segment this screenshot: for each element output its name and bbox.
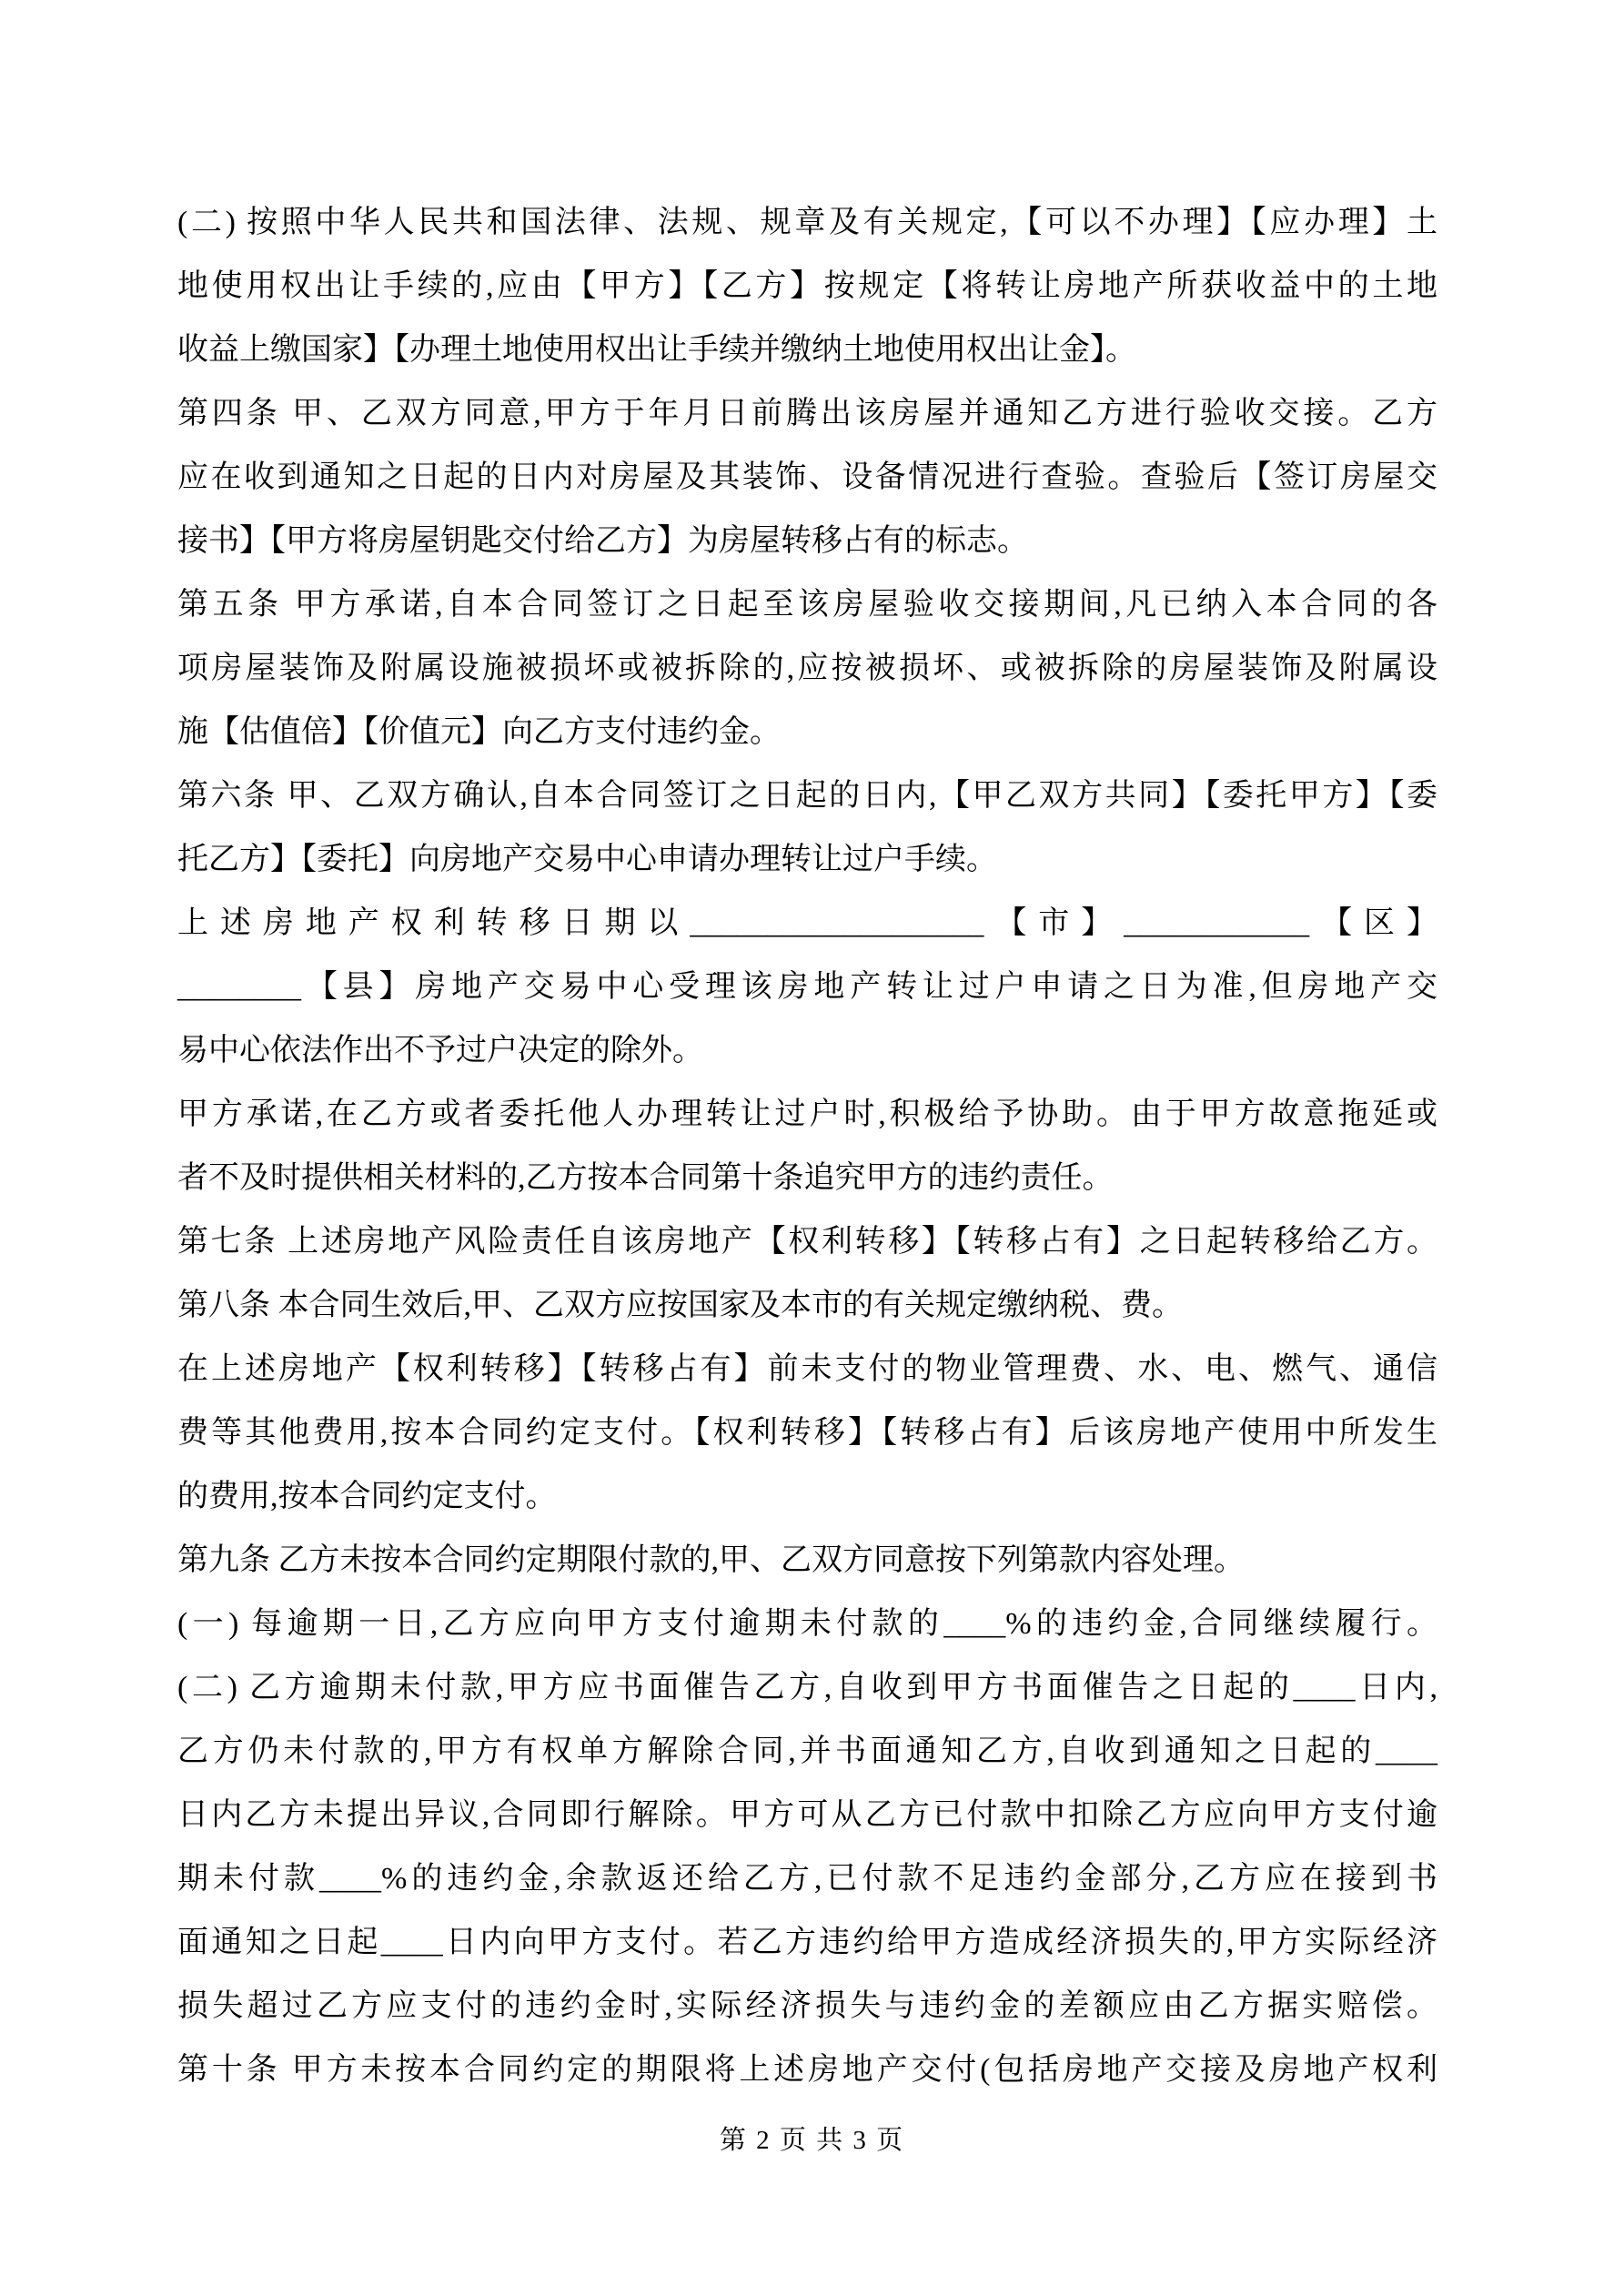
- text-line: 第五条 甲方承诺,自本合同签订之日起至该房屋验收交接期间,凡已纳入本合同的各: [177, 588, 1437, 622]
- text-line: 易中心依法作出不予过户决定的除外。: [177, 1034, 703, 1067]
- text-line: 的费用,按本合同约定支付。: [177, 1480, 557, 1513]
- text-line: 应在收到通知之日起的日内对房屋及其装饰、设备情况进行查验。查验后【签订房屋交: [177, 460, 1437, 494]
- text-line: 项房屋装饰及附属设施被损坏或被拆除的,应按被损坏、或被拆除的房屋装饰及附属设: [177, 652, 1437, 685]
- text-line: ________【县】房地产交易中心受理该房地产转让过户申请之日为准,但房地产交: [177, 970, 1437, 1004]
- text-line: 乙方仍未付款的,甲方有权单方解除合同,并书面通知乙方,自收到通知之日起的____: [177, 1735, 1437, 1768]
- text-line: 地使用权出让手续的,应由【甲方】【乙方】按规定【将转让房地产所获收益中的土地: [177, 269, 1437, 303]
- page-footer: 第 2 页 共 3 页: [719, 2126, 905, 2155]
- page-body: [177, 191, 1437, 2102]
- text-line: 损失超过乙方应支付的违约金时,实际经济损失与违约金的差额应由乙方据实赔偿。: [177, 1989, 1437, 2023]
- text-line: 甲方承诺,在乙方或者委托他人办理转让过户时,积极给予协助。由于甲方故意拖延或: [177, 1097, 1437, 1131]
- text-line: (一) 每逾期一日,乙方应向甲方支付逾期未付款的____%的违约金,合同继续履行。: [177, 1607, 1437, 1641]
- text-line: 在上述房地产【权利转移】【转移占有】前未支付的物业管理费、水、电、燃气、通信: [177, 1352, 1437, 1386]
- text-line: 收益上缴国家】【办理土地使用权出让手续并缴纳土地使用权出让金】。: [177, 333, 1136, 367]
- text-line: 第六条 甲、乙双方确认,自本合同签订之日起的日内,【甲乙双方共同】【委托甲方】【委: [177, 779, 1437, 813]
- text-line: 接书】【甲方将房屋钥匙交付给乙方】为房屋转移占有的标志。: [177, 524, 1028, 558]
- text-line: 上述房地产权利转移日期以___________________【市】____________【区】: [177, 906, 1437, 940]
- text-line: (二) 按照中华人民共和国法律、法规、规章及有关规定,【可以不办理】【应办理】土: [177, 206, 1437, 239]
- text-line: 日内乙方未提出异议,合同即行解除。甲方可从乙方已付款中扣除乙方应向甲方支付逾: [177, 1798, 1437, 1832]
- text-line: 期未付款____%的违约金,余款返还给乙方,已付款不足违约金部分,乙方应在接到书: [177, 1862, 1437, 1896]
- text-line: 第八条 本合同生效后,甲、乙双方应按国家及本市的有关规定缴纳税、费。: [177, 1289, 1183, 1322]
- text-line: 第九条 乙方未按本合同约定期限付款的,甲、乙双方同意按下列第款内容处理。: [177, 1543, 1245, 1577]
- text-line: 者不及时提供相关材料的,乙方按本合同第十条追究甲方的违约责任。: [177, 1161, 1114, 1195]
- text-line: 第四条 甲、乙双方同意,甲方于年月日前腾出该房屋并通知乙方进行验收交接。乙方: [177, 397, 1437, 430]
- text-line: 面通知之日起____日内向甲方支付。若乙方违约给甲方造成经济损失的,甲方实际经济: [177, 1926, 1437, 1959]
- text-line: 施【估值倍】【价值元】向乙方支付违约金。: [177, 715, 781, 749]
- text-line: 托乙方】【委托】向房地产交易中心申请办理转让过户手续。: [177, 843, 997, 876]
- text-line: 第十条 甲方未按本合同约定的期限将上述房地产交付(包括房地产交接及房地产权利: [177, 2053, 1437, 2087]
- text-line: 第七条 上述房地产风险责任自该房地产【权利转移】【转移占有】之日起转移给乙方。: [177, 1225, 1437, 1259]
- text-line: 费等其他费用,按本合同约定支付。【权利转移】【转移占有】后该房地产使用中所发生: [177, 1416, 1437, 1450]
- text-line: (二) 乙方逾期未付款,甲方应书面催告乙方,自收到甲方书面催告之日起的____日内,: [177, 1671, 1437, 1704]
